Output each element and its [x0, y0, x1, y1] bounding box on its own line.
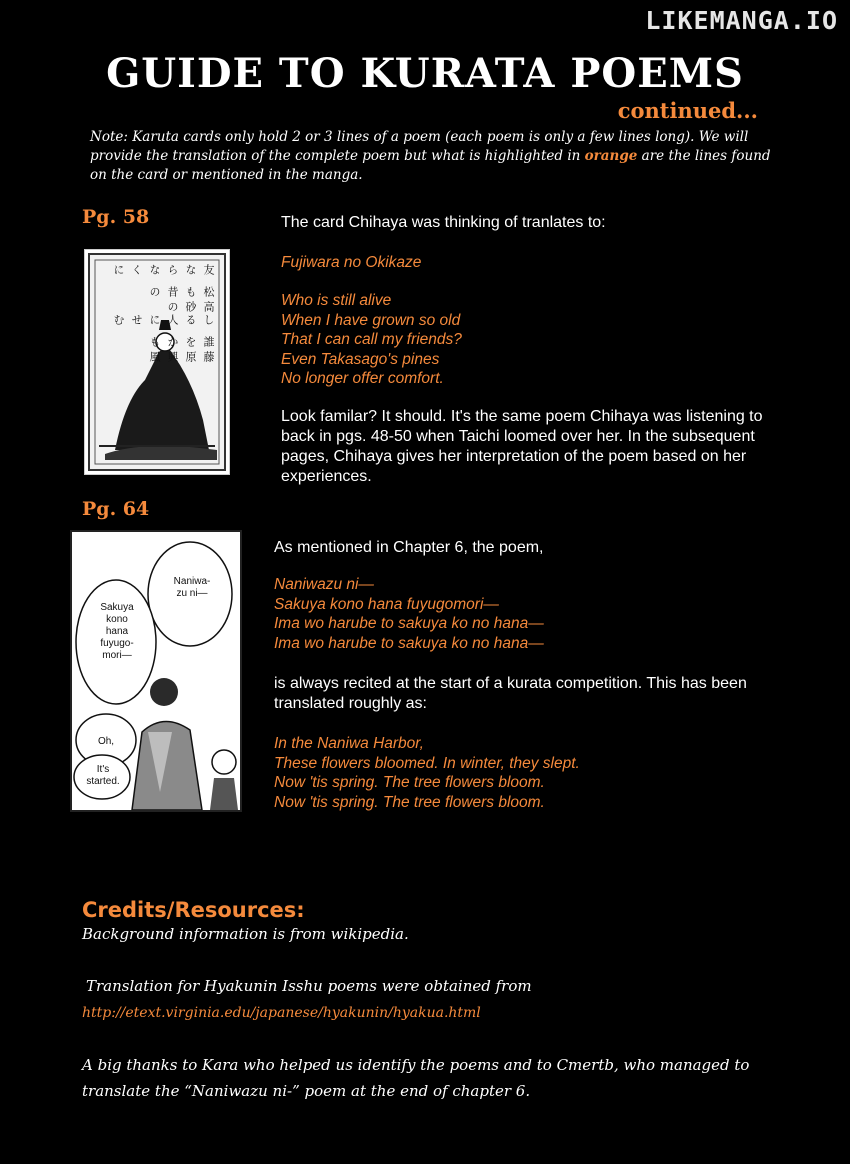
section1-intro: The card Chihaya was thinking of tranlates to: — [281, 214, 606, 231]
poem-line: Who is still alive — [281, 292, 392, 309]
poem-line: Even Takasago's pines — [281, 350, 440, 368]
author-line: Fujiwara no Okikaze — [281, 254, 422, 271]
section1-page-label: Pg. 58 — [82, 206, 150, 228]
continued-label: continued... — [617, 98, 758, 123]
note-highlight: orange — [584, 148, 638, 164]
section1-paragraph: Look familar? It should. It's the same poem Chihaya was listening to back in pgs. 48-50 when Taichi loomed over her. In the subsequent pages, Chihaya gives her interpretation of the poem based on her experiences. — [281, 408, 763, 485]
poem-line: No longer offer comfort. — [281, 370, 444, 387]
bubble-line: Naniwa- — [173, 576, 211, 587]
credits-line-2: Translation for Hyakunin Isshu poems were obtained from — [86, 977, 532, 995]
section2-translation — [274, 734, 580, 812]
credits-line-3: A big thanks to Kara who helped us identify the poems and to Cmertb, who managed to translate the “Naniwazu ni-” poem at the end of chapter 6. — [82, 1056, 750, 1100]
hyakunin-source-link[interactable]: http://etext.virginia.edu/japanese/hyakunin/hyakua.html — [82, 1005, 481, 1021]
bubble-sakuya — [90, 602, 144, 662]
card-col-1: 藤原興風 — [148, 350, 215, 362]
manga-panel-image — [70, 530, 242, 812]
note-text-before: Note: Karuta cards only hold 2 or 3 lines of a poem (each poem is only a few lines long). We will provide the translation of the complete poem but what is highlighted in — [90, 129, 749, 164]
karuta-card-image — [84, 249, 230, 475]
bubble-line: mori— — [102, 650, 132, 661]
bubble-naniwazu — [168, 576, 216, 600]
card-col-6: 友ならなくに — [112, 263, 215, 275]
section2-paragraph: is always recited at the start of a kurata competition. This has been translated roughly as: — [274, 675, 747, 712]
credits-heading: Credits/Resources: — [82, 898, 305, 922]
card-col-4: 高砂の — [166, 300, 215, 312]
credits-link-wrap — [82, 1002, 481, 1021]
bubble-line: zu ni— — [176, 588, 208, 599]
bubble-line: It's — [96, 764, 110, 775]
bubble-oh — [86, 736, 126, 748]
section1-poem — [281, 291, 462, 389]
card-col-3: しる人にせむ — [112, 313, 215, 325]
poem-line: Ima wo harube to sakuya ko no hana— — [274, 634, 544, 652]
bubble-its-started — [78, 764, 128, 788]
poem-line: When I have grown so old — [281, 311, 461, 329]
bubble-line: started. — [86, 776, 120, 787]
credits-line-1: Background information is from wikipedia. — [82, 925, 409, 943]
card-col-5: 松も昔の — [148, 285, 215, 297]
bubble-line: Oh, — [97, 736, 115, 747]
section2-intro: As mentioned in Chapter 6, the poem, — [274, 539, 544, 556]
translation-line: Now 'tis spring. The tree flowers bloom. — [274, 793, 545, 811]
poem-line: Naniwazu ni— — [274, 576, 374, 593]
section2-page-label: Pg. 64 — [82, 498, 150, 520]
card-col-2: 誰をかも — [148, 335, 215, 347]
bubble-line: kono — [106, 614, 128, 625]
note-text-after: are the lines found on the card or mentioned in the manga. — [90, 148, 771, 183]
section2-poem — [274, 575, 544, 653]
bubble-line: fuyugo- — [100, 638, 134, 649]
translation-line: Now 'tis spring. The tree flowers bloom. — [274, 774, 545, 791]
translation-line: These flowers bloomed. In winter, they slept. — [274, 754, 580, 772]
poem-line: Sakuya kono hana fuyugomori— — [274, 595, 499, 613]
note-paragraph — [90, 128, 780, 185]
bubble-line: Sakuya — [100, 602, 134, 613]
karuta-card-text — [99, 264, 217, 364]
bubble-line: hana — [105, 626, 129, 637]
page-title: GUIDE TO KURATA POEMS — [106, 50, 744, 97]
translation-line: In the Naniwa Harbor, — [274, 735, 424, 752]
watermark: LIKEMANGA.IO — [645, 6, 838, 35]
poem-line: Ima wo harube to sakuya ko no hana— — [274, 615, 544, 632]
section1-author — [281, 253, 421, 273]
poem-line: That I can call my friends? — [281, 331, 462, 348]
